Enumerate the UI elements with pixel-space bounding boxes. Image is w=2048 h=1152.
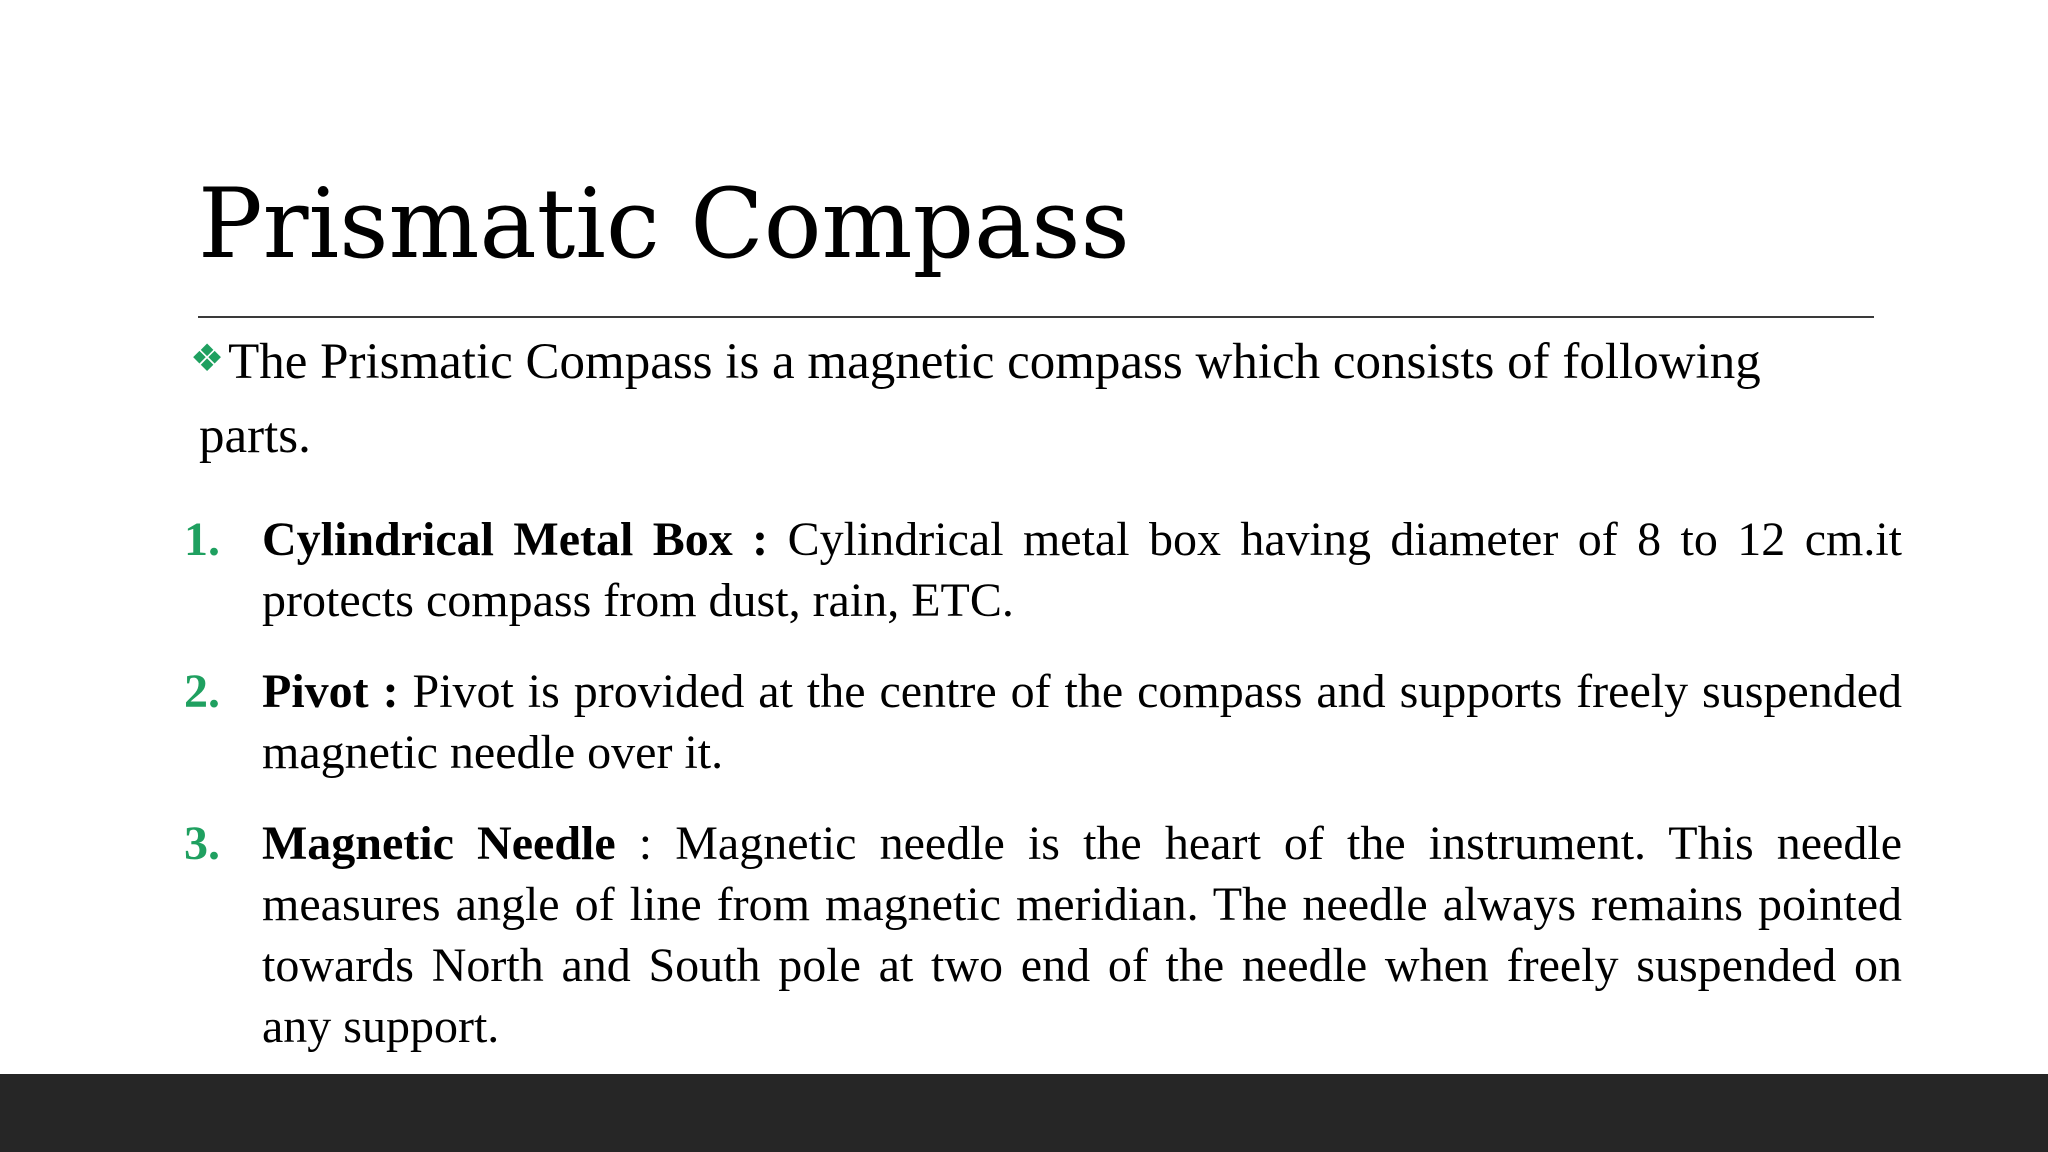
list-item-description: Pivot is provided at the centre of the compass and supports freely suspended magnetic needle over it. [262,664,1902,779]
list-item-number: 1. [184,512,220,566]
list-item-description: : Magnetic needle is the heart of the instrument. This needle measures angle of line from magnetic meridian. The needle always remains pointed towards North and South pole at two end of the needle when freely suspended on any support. [262,816,1902,1053]
list-item-description: Cylindrical metal box having diameter of 8 to 12 cm.it protects compass from dust, rain, ETC. [262,512,1903,627]
list-item-term: Magnetic Needle [262,816,616,870]
list-item-number: 2. [184,664,220,718]
list-item-term: Cylindrical Metal Box : [262,512,769,566]
list-item [184,813,1902,1057]
list-item [184,509,1903,631]
title-divider [198,316,1874,318]
diamond-bullet-icon: ❖ [190,338,225,380]
slide-title: Prismatic Compass [198,168,1130,280]
intro-text-line1: The Prismatic Compass is a magnetic compass which consists of following [228,333,1761,390]
intro-paragraph [190,322,1902,473]
footer-bar [0,1074,2048,1152]
list-item [184,661,1902,783]
list-item-term: Pivot : [262,664,399,718]
parts-list [184,509,1903,1057]
intro-text-line2: parts. [199,407,311,464]
slide-content [184,322,1903,1087]
list-item-number: 3. [184,816,220,870]
